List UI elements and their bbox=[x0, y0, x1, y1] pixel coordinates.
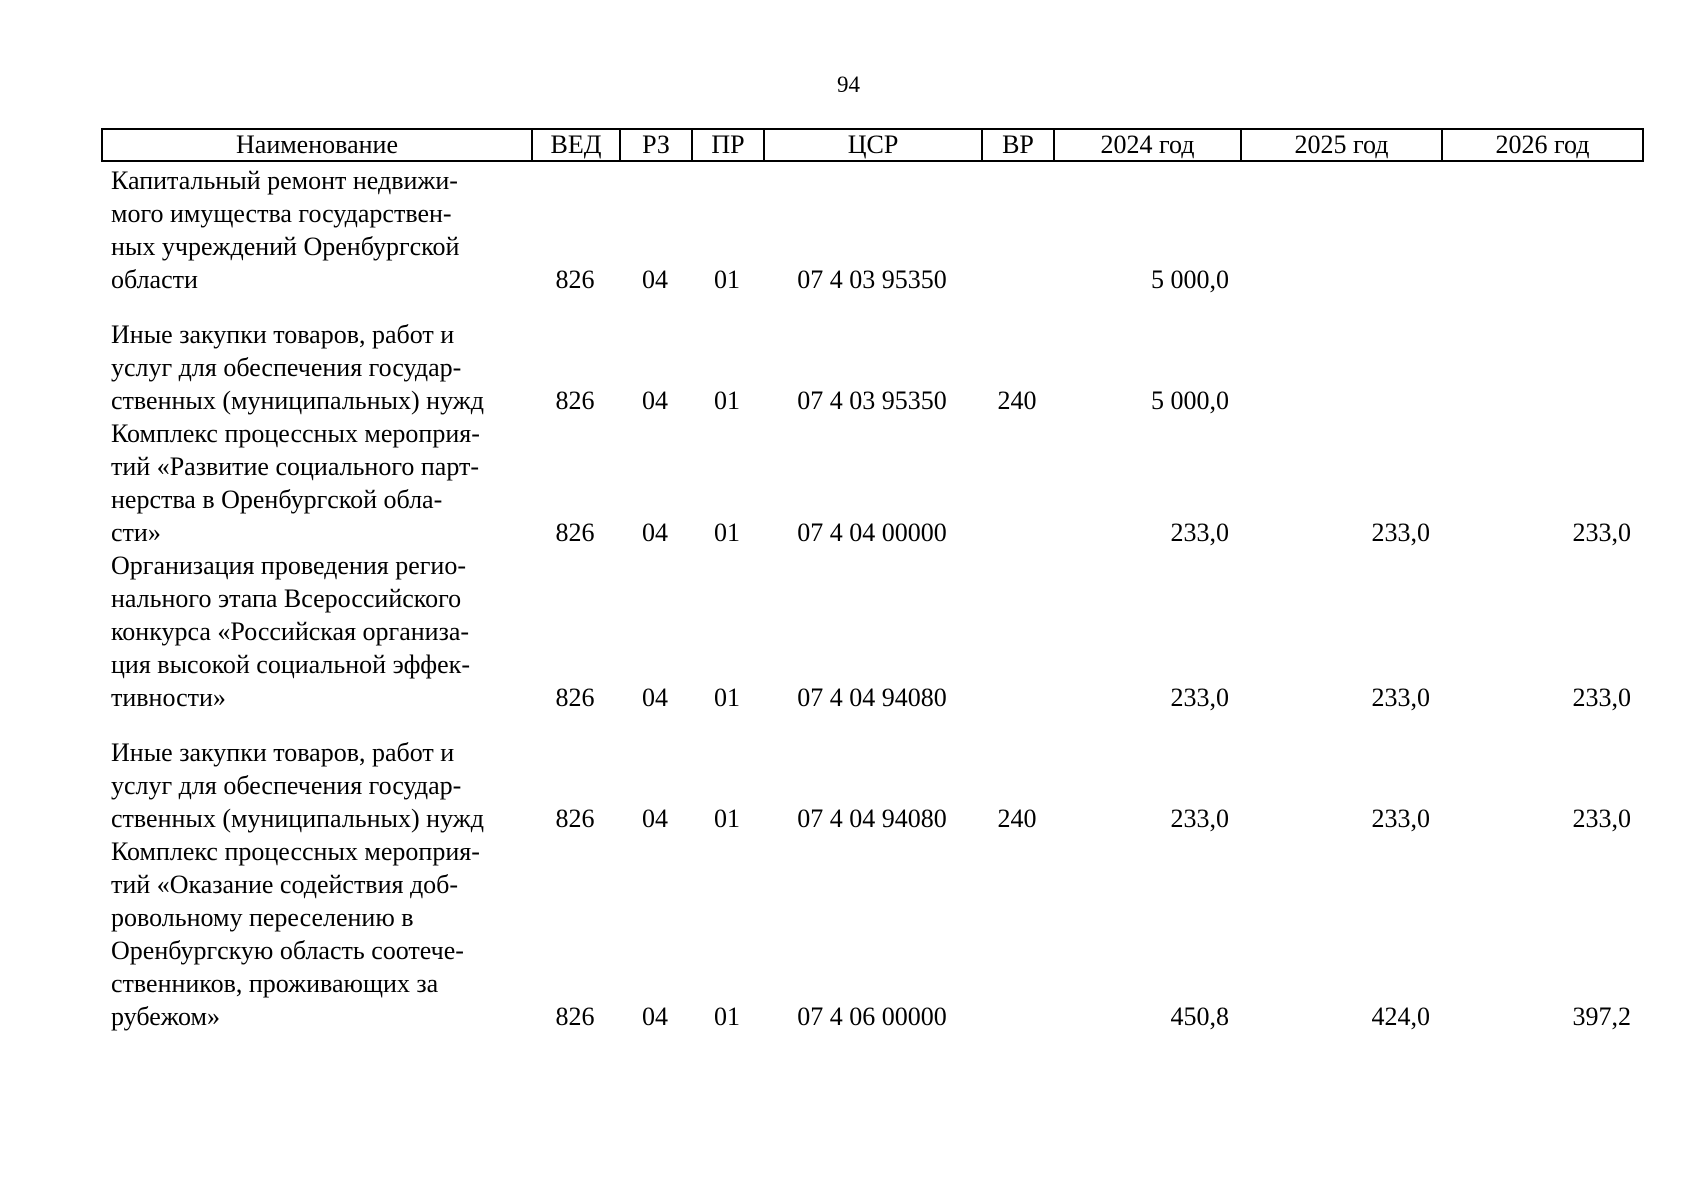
row-rz: 04 bbox=[642, 1002, 668, 1031]
table-row bbox=[101, 164, 1642, 318]
row-vr: 240 bbox=[997, 804, 1037, 833]
row-csr: 07 4 06 00000 bbox=[797, 1002, 947, 1031]
row-2024: 450,8 bbox=[1170, 1002, 1229, 1031]
row-name: Комплекс процессных мероприя- тий «Развитие социального парт- нерства в Оренбургской обла- сти» bbox=[111, 419, 480, 547]
row-name: Иные закупки товаров, работ и услуг для обеспечения государ- ственных (муниципальных) нужд bbox=[111, 320, 484, 415]
header-csr: ЦСР bbox=[764, 129, 982, 161]
table-row bbox=[101, 417, 1642, 549]
table-row bbox=[101, 835, 1642, 1033]
row-pr: 01 bbox=[714, 683, 740, 712]
row-name: Комплекс процессных мероприя- тий «Оказание содействия доб- ровольному переселению в Оренбургскую область соотече- ственников, проживающих за рубежом» bbox=[111, 837, 480, 1031]
row-2025: 233,0 bbox=[1371, 683, 1430, 712]
header-2026: 2026 год bbox=[1442, 129, 1643, 161]
row-rz: 04 bbox=[642, 265, 668, 294]
row-ved: 826 bbox=[555, 386, 595, 415]
row-2024: 233,0 bbox=[1170, 683, 1229, 712]
row-vr: 240 bbox=[997, 386, 1037, 415]
header-rz: РЗ bbox=[620, 129, 692, 161]
row-pr: 01 bbox=[714, 804, 740, 833]
row-csr: 07 4 04 94080 bbox=[797, 804, 947, 833]
row-name: Организация проведения регио- нального этапа Всероссийского конкурса «Российская организа- ция высокой социальной эффек- тивности» bbox=[111, 551, 470, 712]
row-csr: 07 4 04 94080 bbox=[797, 683, 947, 712]
row-2024: 233,0 bbox=[1170, 804, 1229, 833]
row-2026: 233,0 bbox=[1572, 804, 1631, 833]
table-row bbox=[101, 736, 1642, 835]
row-ved: 826 bbox=[555, 683, 595, 712]
row-pr: 01 bbox=[714, 265, 740, 294]
header-2025: 2025 год bbox=[1241, 129, 1442, 161]
header-pr: ПР bbox=[692, 129, 764, 161]
row-vr bbox=[981, 835, 1053, 1033]
row-name: Иные закупки товаров, работ и услуг для обеспечения государ- ственных (муниципальных) нужд bbox=[111, 738, 484, 833]
row-2026: 397,2 bbox=[1572, 1002, 1631, 1031]
header-2024: 2024 год bbox=[1054, 129, 1241, 161]
row-csr: 07 4 03 95350 bbox=[797, 265, 947, 294]
row-pr: 01 bbox=[714, 386, 740, 415]
row-ved: 826 bbox=[555, 265, 595, 294]
row-2026: 233,0 bbox=[1572, 683, 1631, 712]
table-row bbox=[101, 318, 1642, 417]
row-pr: 01 bbox=[714, 1002, 740, 1031]
row-2025: 424,0 bbox=[1371, 1002, 1430, 1031]
row-2026: 233,0 bbox=[1572, 518, 1631, 547]
row-2025: 233,0 bbox=[1371, 518, 1430, 547]
row-ved: 826 bbox=[555, 1002, 595, 1031]
row-ved: 826 bbox=[555, 518, 595, 547]
row-2024: 5 000,0 bbox=[1151, 386, 1229, 415]
row-2026 bbox=[1441, 318, 1642, 417]
row-2025 bbox=[1240, 318, 1441, 417]
table-row bbox=[101, 549, 1642, 736]
budget-table-body bbox=[101, 164, 1642, 1033]
header-name: Наименование bbox=[102, 129, 532, 161]
row-vr bbox=[981, 549, 1053, 736]
row-csr: 07 4 03 95350 bbox=[797, 386, 947, 415]
row-rz: 04 bbox=[642, 804, 668, 833]
row-ved: 826 bbox=[555, 804, 595, 833]
row-2024: 233,0 bbox=[1170, 518, 1229, 547]
row-rz: 04 bbox=[642, 518, 668, 547]
row-2025: 233,0 bbox=[1371, 804, 1430, 833]
page-number: 94 bbox=[837, 72, 860, 97]
row-2025 bbox=[1240, 164, 1441, 318]
row-rz: 04 bbox=[642, 386, 668, 415]
table-header bbox=[101, 128, 1644, 162]
header-vr: ВР bbox=[982, 129, 1054, 161]
row-vr bbox=[981, 164, 1053, 318]
row-2024: 5 000,0 bbox=[1151, 265, 1229, 294]
row-csr: 07 4 04 00000 bbox=[797, 518, 947, 547]
header-ved: ВЕД bbox=[532, 129, 620, 161]
row-rz: 04 bbox=[642, 683, 668, 712]
row-vr bbox=[981, 417, 1053, 549]
row-2026 bbox=[1441, 164, 1642, 318]
row-name: Капитальный ремонт недвижи- мого имущества государствен- ных учреждений Оренбургской области bbox=[111, 166, 460, 294]
row-pr: 01 bbox=[714, 518, 740, 547]
